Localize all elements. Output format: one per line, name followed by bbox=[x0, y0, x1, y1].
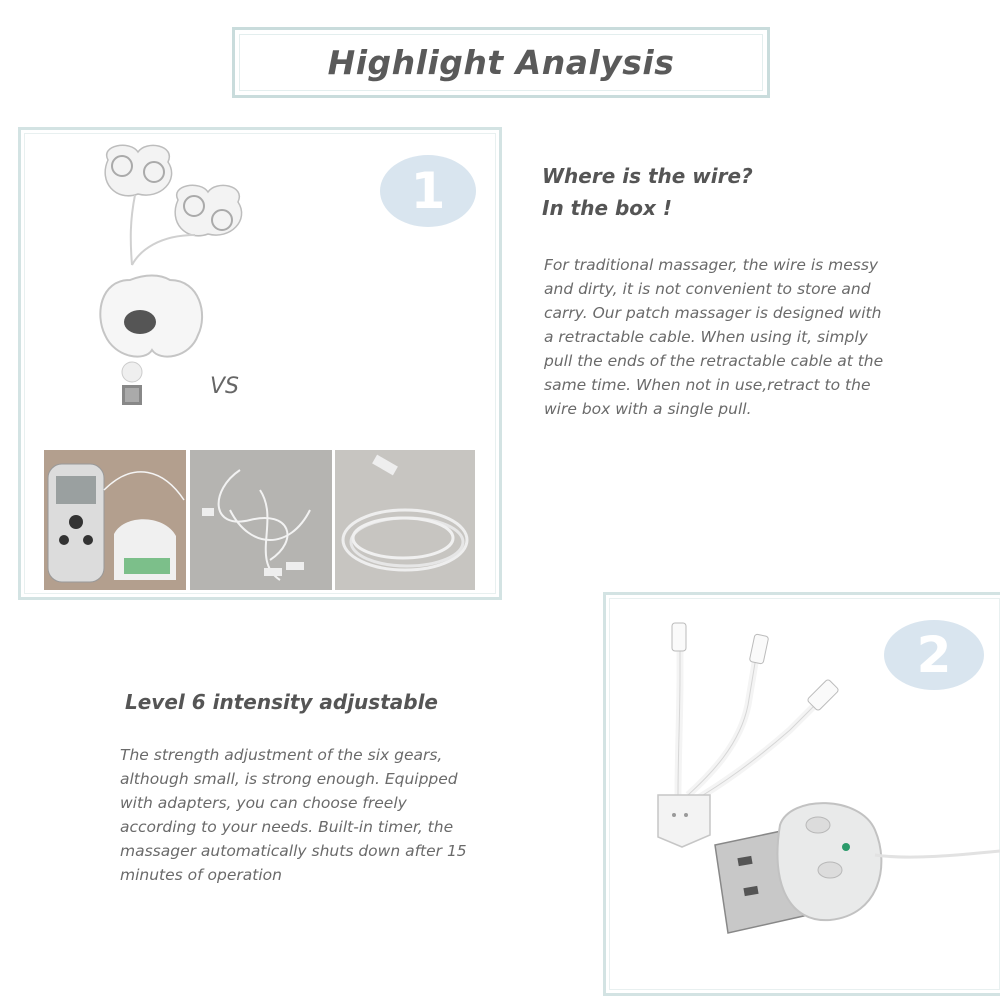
tangled-wires-photo bbox=[190, 450, 332, 590]
section1-heading-line1: Where is the wire? bbox=[542, 164, 753, 188]
section2-heading: Level 6 intensity adjustable bbox=[125, 690, 438, 714]
traditional-massager-photo bbox=[44, 450, 186, 590]
controller-unit bbox=[777, 803, 1000, 920]
electrode-pad-right bbox=[175, 185, 241, 235]
section1-heading-line2: In the box ! bbox=[542, 196, 673, 220]
description-line: wire box with a single pull. bbox=[544, 400, 752, 418]
description-line: carry. Our patch massager is designed with bbox=[544, 304, 882, 322]
controller-body bbox=[100, 276, 202, 406]
title-banner bbox=[232, 27, 770, 98]
adapter-connector bbox=[658, 795, 710, 847]
electrode-pad-left bbox=[105, 145, 171, 195]
vs-label: VS bbox=[210, 374, 240, 399]
description-line: For traditional massager, the wire is messy bbox=[544, 256, 879, 274]
page-title: Highlight Analysis bbox=[327, 43, 675, 82]
description-line: same time. When not in use,retract to the bbox=[544, 376, 871, 394]
section1-description bbox=[544, 253, 924, 421]
description-line: minutes of operation bbox=[120, 866, 282, 884]
description-line: with adapters, you can choose freely bbox=[120, 794, 407, 812]
description-line: The strength adjustment of the six gears, bbox=[120, 746, 443, 764]
adapter-cables bbox=[672, 623, 839, 800]
patch-massager-illustration bbox=[90, 140, 260, 410]
section2-description bbox=[120, 743, 520, 887]
description-line: a retractable cable. When using it, simply bbox=[544, 328, 868, 346]
section-number-badge: 2 bbox=[884, 620, 984, 690]
description-line: according to your needs. Built-in timer, the bbox=[120, 818, 454, 836]
description-line: although small, is strong enough. Equipped bbox=[120, 770, 458, 788]
coiled-cable-photo bbox=[335, 450, 475, 590]
description-line: and dirty, it is not convenient to store and bbox=[544, 280, 871, 298]
description-line: pull the ends of the retractable cable at the bbox=[544, 352, 884, 370]
section-number-badge: 1 bbox=[380, 155, 476, 227]
description-line: massager automatically shuts down after 15 bbox=[120, 842, 467, 860]
